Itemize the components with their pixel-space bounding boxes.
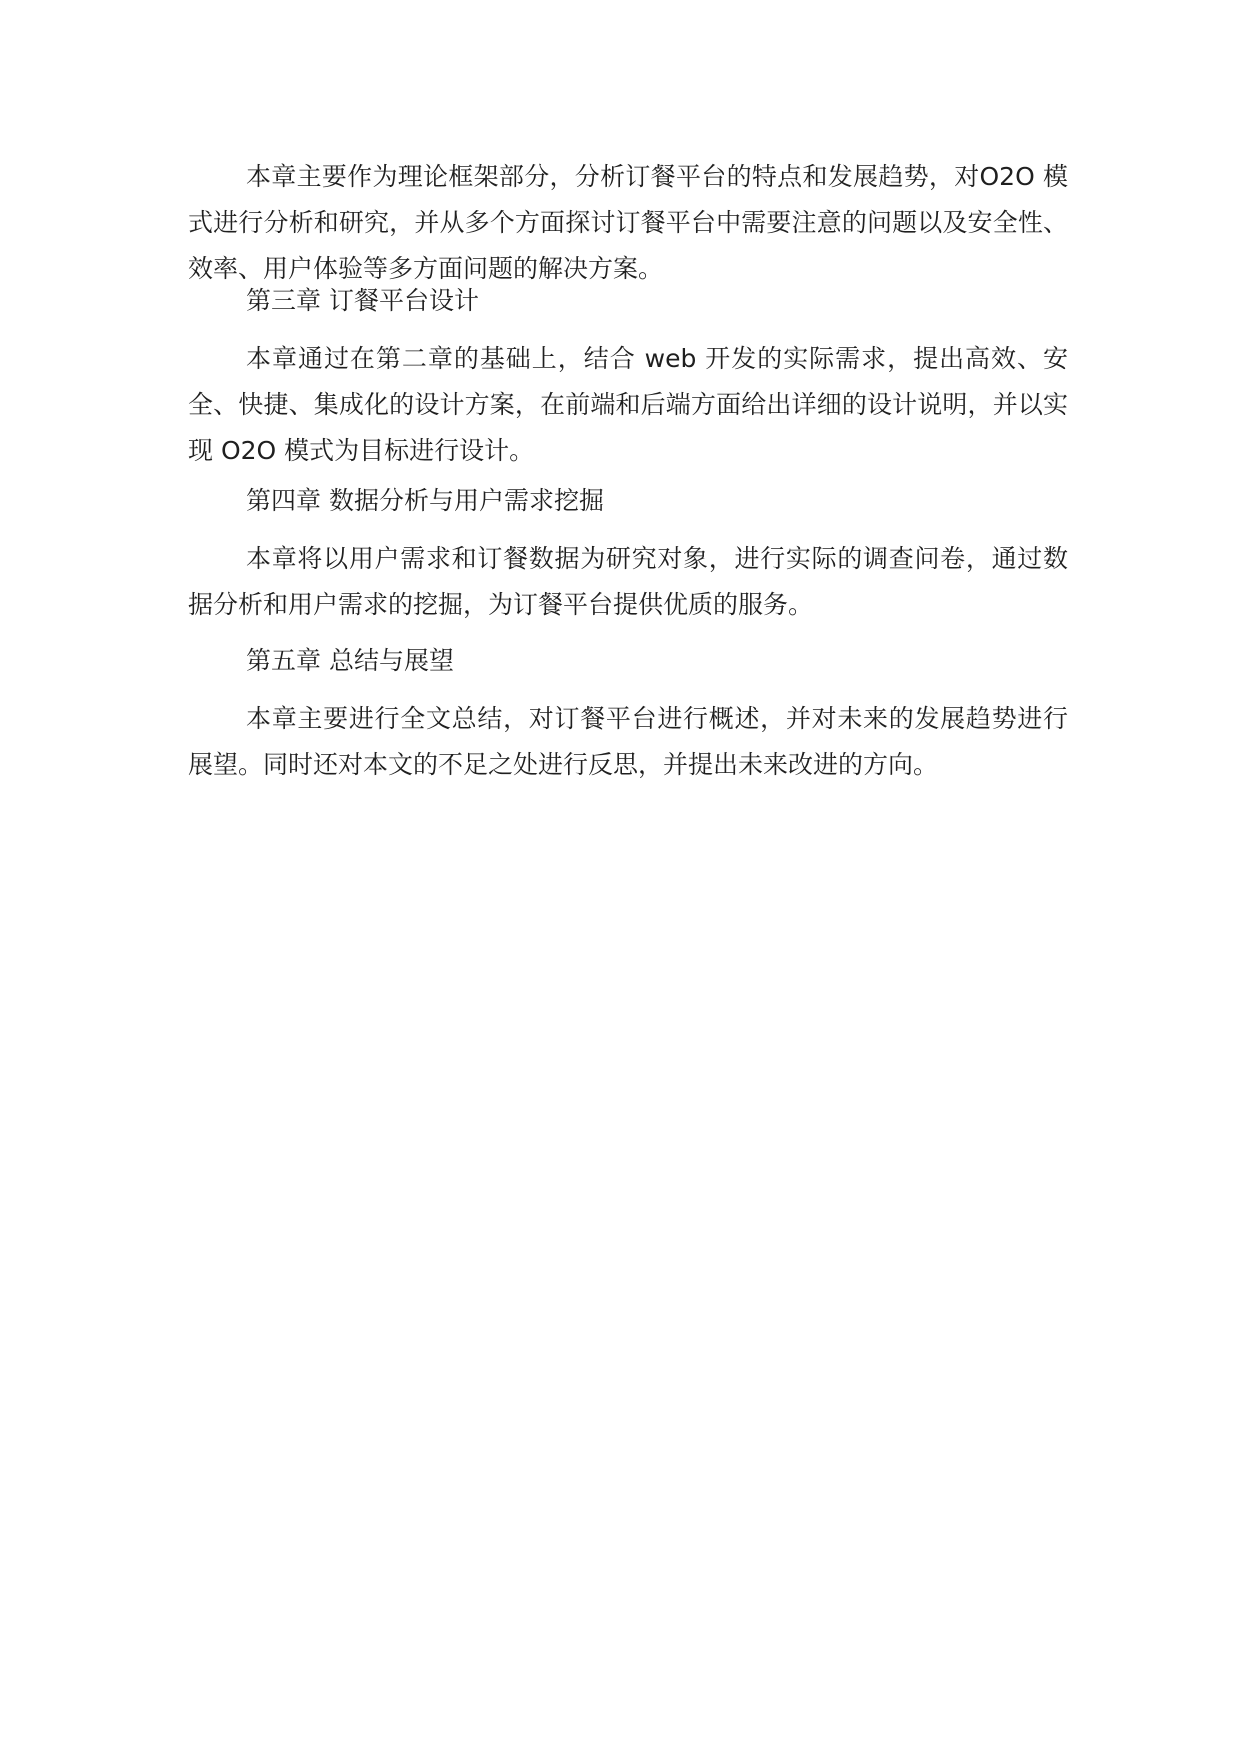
chapter5-summary-paragraph: 本章主要进行全文总结，对订餐平台进行概述，并对未来的发展趋势进行展望。同时还对本文的不足之处进行反思，并提出未来改进的方向。: [188, 704, 1068, 779]
chapter3-heading: 第三章 订餐平台设计: [246, 286, 479, 315]
chapter4-summary-paragraph: 本章将以用户需求和订餐数据为研究对象，进行实际的调查问卷，通过数据分析和用户需求的挖掘，为订餐平台提供优质的服务。: [188, 544, 1068, 619]
chapter2-summary-paragraph: 本章主要作为理论框架部分，分析订餐平台的特点和发展趋势，对O2O 模式进行分析和研究，并从多个方面探讨订餐平台中需要注意的问题以及安全性、效率、用户体验等多方面问题的解决方案。: [188, 162, 1068, 283]
chapter5-heading: 第五章 总结与展望: [246, 646, 454, 675]
chapter4-heading: 第四章 数据分析与用户需求挖掘: [246, 486, 604, 515]
chapter3-summary-paragraph: 本章通过在第二章的基础上，结合 web 开发的实际需求，提出高效、安全、快捷、集成化的设计方案，在前端和后端方面给出详细的设计说明，并以实现 O2O 模式为目标进行设计。: [188, 344, 1068, 465]
